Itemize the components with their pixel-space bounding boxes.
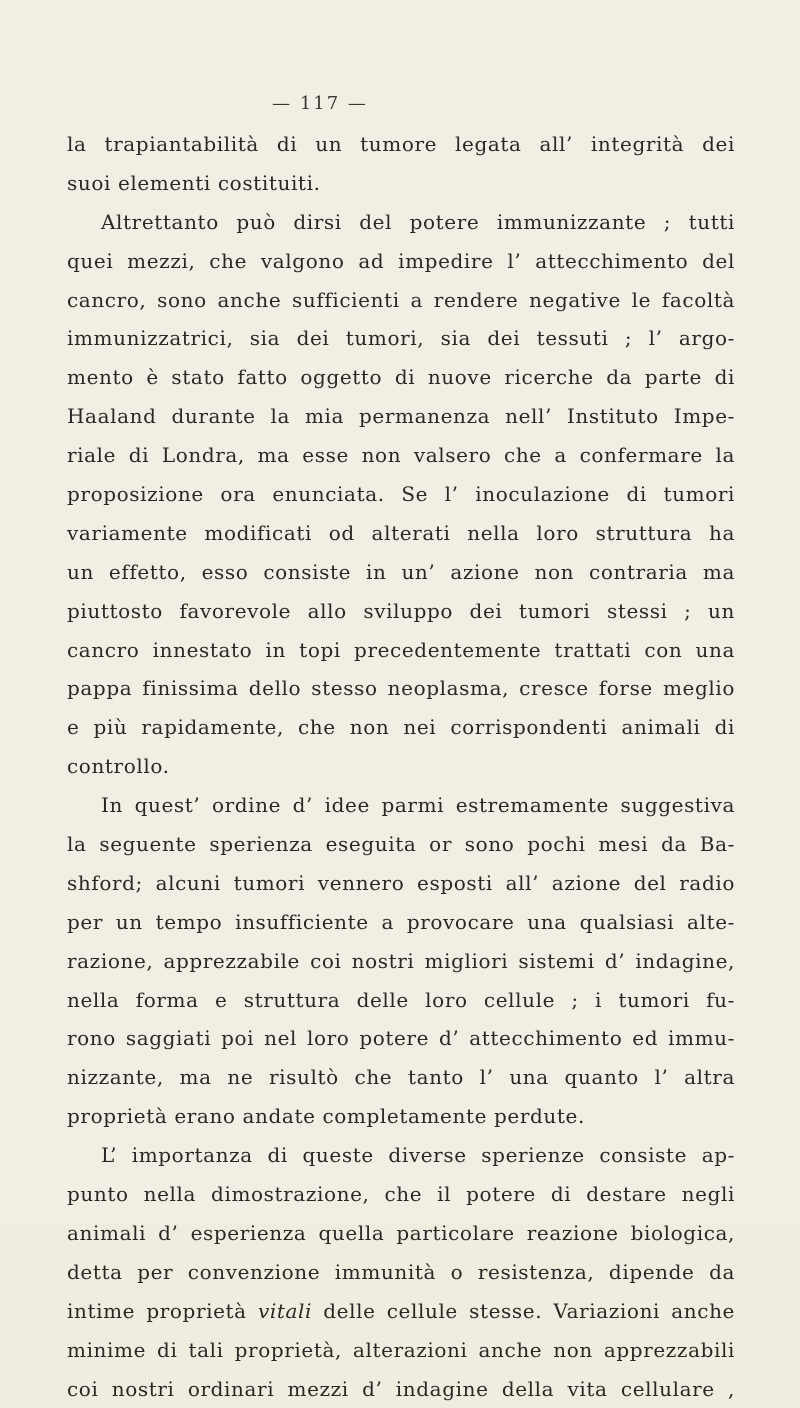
- text-line: un effetto, esso consiste in un’ azione non contraria ma: [67, 553, 735, 592]
- text-line: la seguente sperienza eseguita or sono pochi mesi da Ba-: [67, 825, 735, 864]
- text-line: detta per convenzione immunità o resistenza, dipende da: [67, 1253, 735, 1292]
- text-line: nizzante, ma ne risultò che tanto l’ una quanto l’ altra: [67, 1058, 735, 1097]
- text-line: nella forma e struttura delle loro cellule ; i tumori fu-: [67, 981, 735, 1020]
- text-line: coi nostri ordinari mezzi d’ indagine della vita cellulare ,: [67, 1370, 735, 1408]
- text-line: controllo.: [67, 747, 735, 786]
- text-line: quei mezzi, che valgono ad impedire l’ attecchimento del: [67, 242, 735, 281]
- text-line: variamente modificati od alterati nella loro struttura ha: [67, 514, 735, 553]
- italic-word: vitali: [258, 1299, 312, 1323]
- text-line: cancro innestato in topi precedentemente trattati con una: [67, 631, 735, 670]
- text-line: minime di tali proprietà, alterazioni anche non apprezzabili: [67, 1331, 735, 1370]
- text-line: cancro, sono anche sufficienti a rendere negative le facoltà: [67, 281, 735, 320]
- text-line: razione, apprezzabile coi nostri migliori sistemi d’ indagine,: [67, 942, 735, 981]
- text-line: e più rapidamente, che non nei corrispondenti animali di: [67, 708, 735, 747]
- text-line: animali d’ esperienza quella particolare reazione biologica,: [67, 1214, 735, 1253]
- paragraph-start-line: L’ importanza di queste diverse sperienze consiste ap-: [67, 1136, 735, 1175]
- text-line: la trapiantabilità di un tumore legata all’ integrità dei: [67, 125, 735, 164]
- text-line: pappa finissima dello stesso neoplasma, cresce forse meglio: [67, 669, 735, 708]
- paragraph-start-line: In quest’ ordine d’ idee parmi estremamente suggestiva: [67, 786, 735, 825]
- text-line: mento è stato fatto oggetto di nuove ricerche da parte di: [67, 358, 735, 397]
- text-line: suoi elementi costituiti.: [67, 164, 735, 203]
- text-line: per un tempo insufficiente a provocare una qualsiasi alte-: [67, 903, 735, 942]
- body-text: [67, 125, 735, 1408]
- paragraph-start-line: Altrettanto può dirsi del potere immunizzante ; tutti: [67, 203, 735, 242]
- text-line: proposizione ora enunciata. Se l’ inoculazione di tumori: [67, 475, 735, 514]
- text-line: riale di Londra, ma esse non valsero che a confermare la: [67, 436, 735, 475]
- text-line: piuttosto favorevole allo sviluppo dei tumori stessi ; un: [67, 592, 735, 631]
- text-segment: delle cellule stesse. Variazioni anche: [323, 1299, 735, 1323]
- text-line: proprietà erano andate completamente perdute.: [67, 1097, 735, 1136]
- text-line: Haaland durante la mia permanenza nell’ Instituto Impe-: [67, 397, 735, 436]
- text-line-with-italic: [67, 1292, 735, 1331]
- text-line: rono saggiati poi nel loro potere d’ attecchimento ed immu-: [67, 1019, 735, 1058]
- text-line: immunizzatrici, sia dei tumori, sia dei tessuti ; l’ argo-: [67, 319, 735, 358]
- page-number: — 117 —: [0, 93, 640, 114]
- text-line: shford; alcuni tumori vennero esposti all’ azione del radio: [67, 864, 735, 903]
- text-segment: intime proprietà: [67, 1299, 247, 1323]
- text-line: punto nella dimostrazione, che il potere di destare negli: [67, 1175, 735, 1214]
